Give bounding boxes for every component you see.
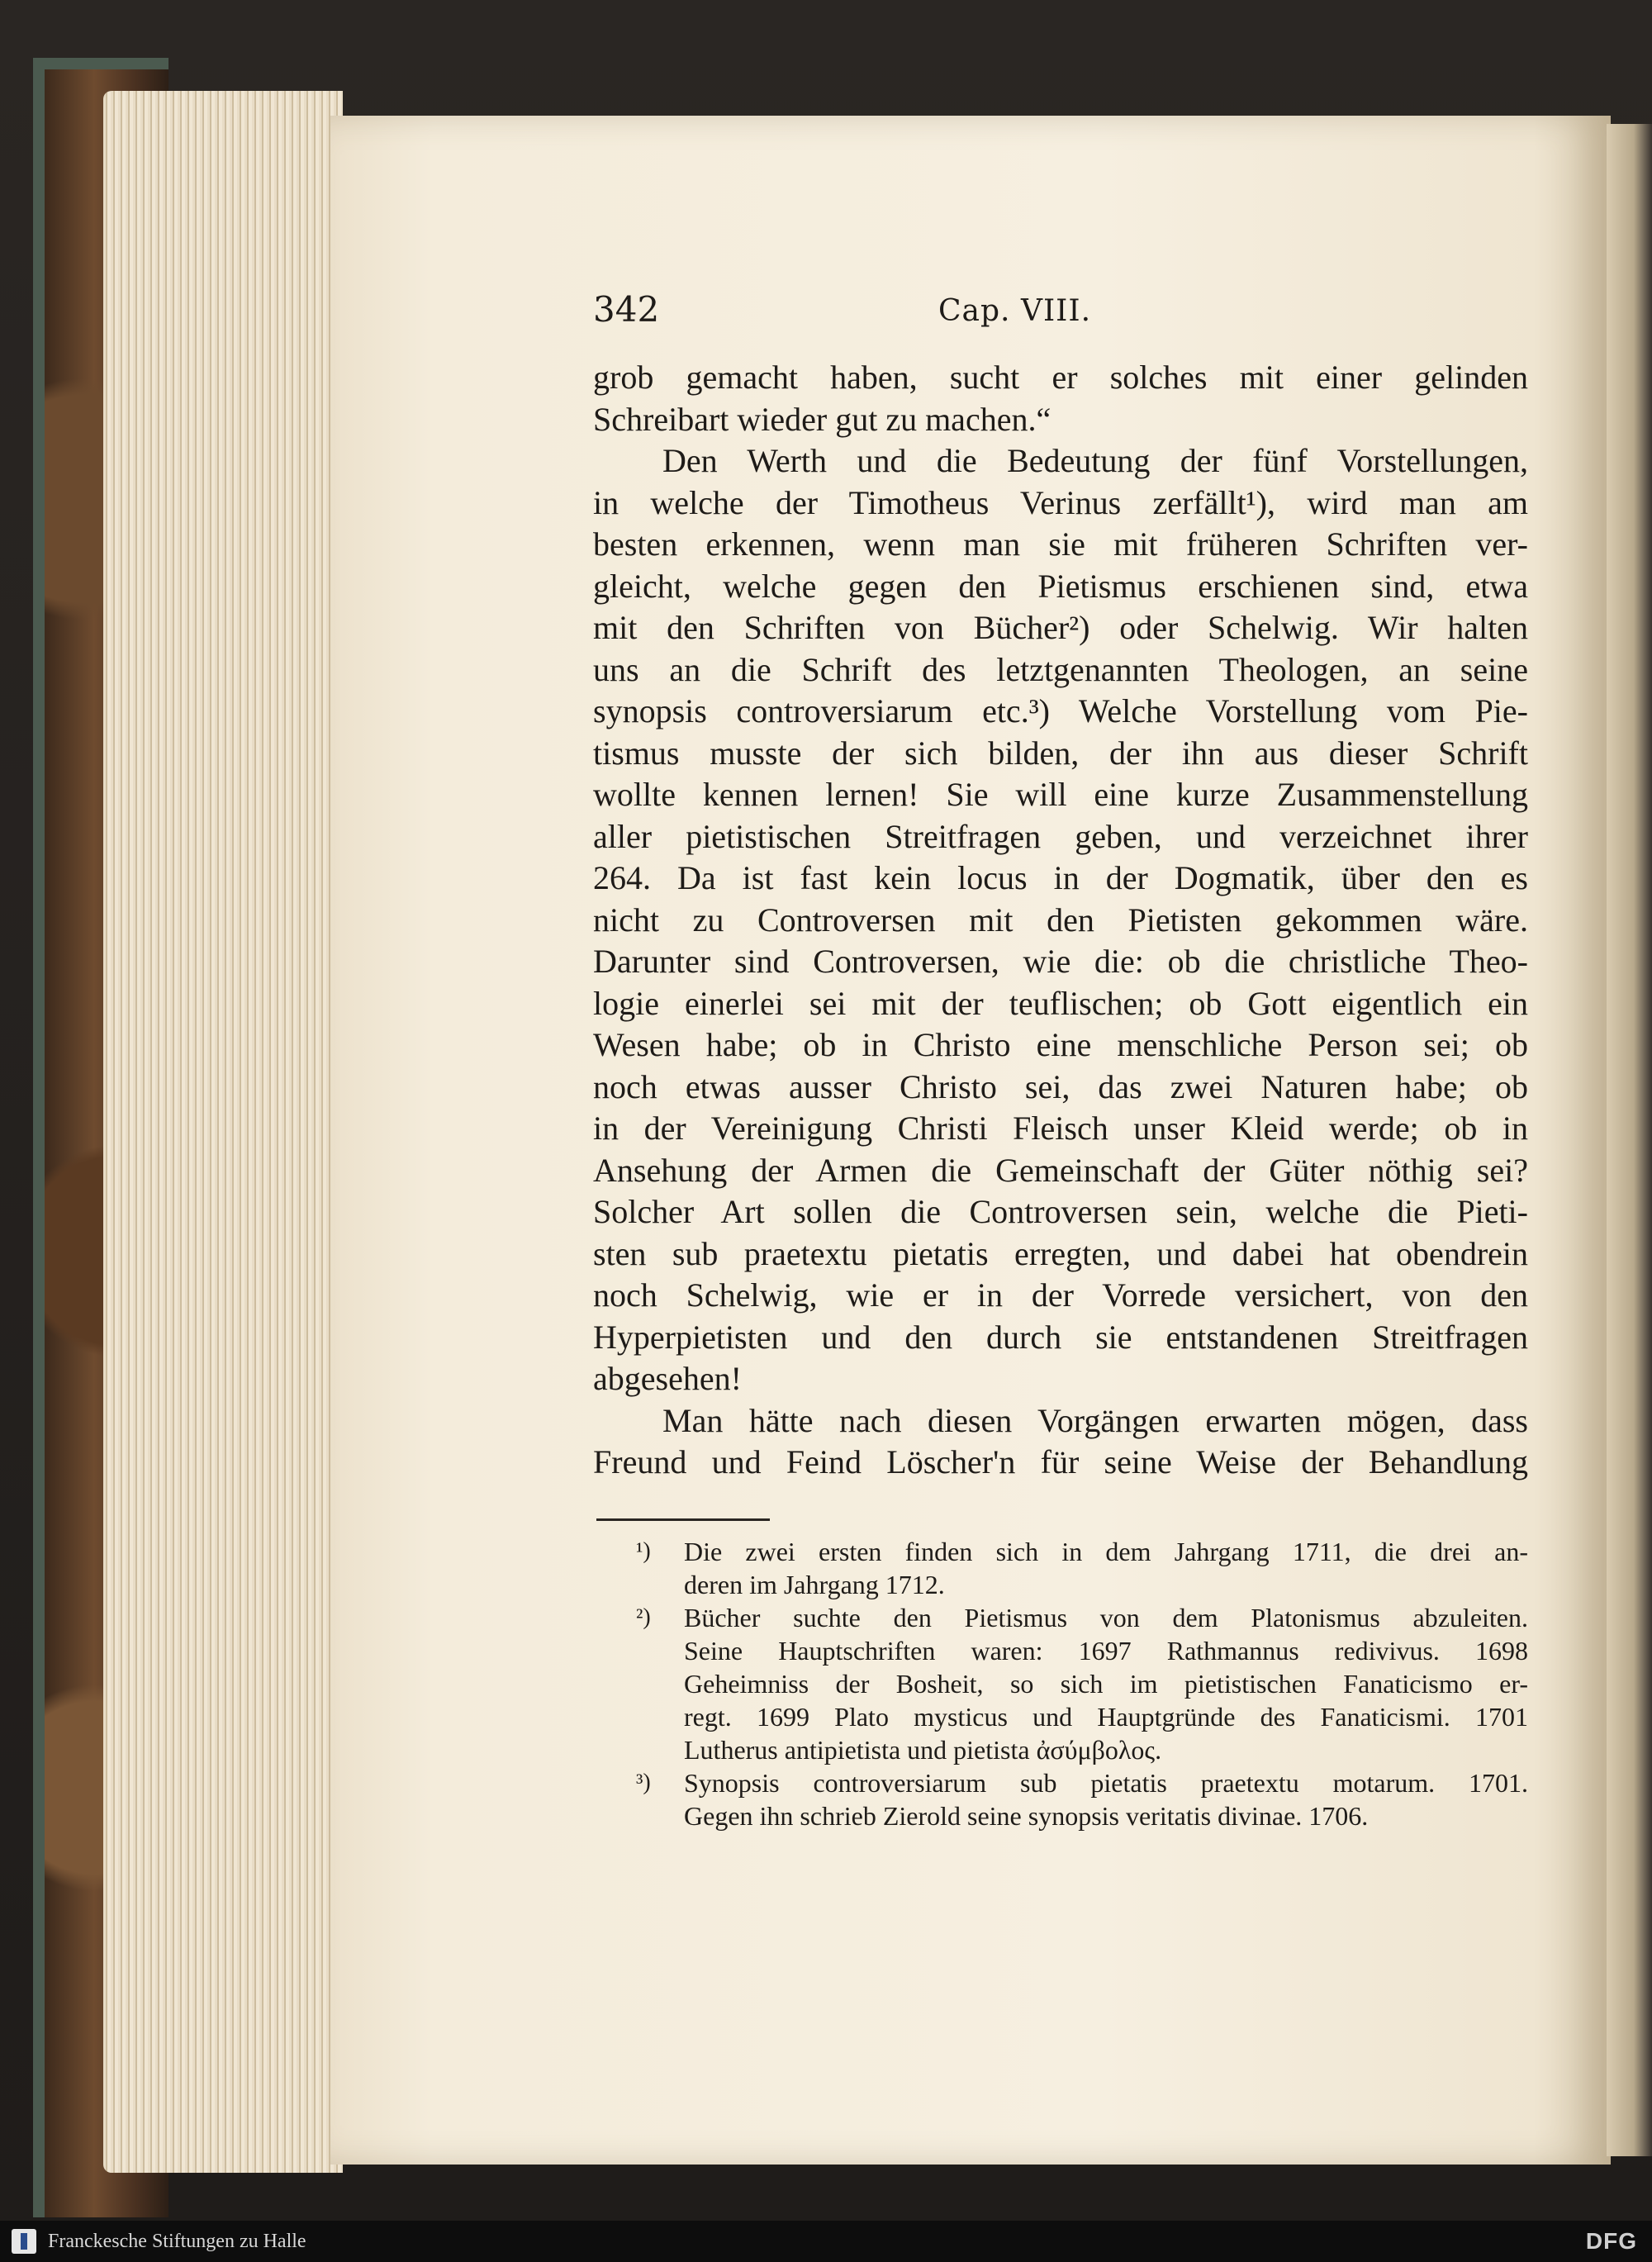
text-line: logie einerlei sei mit der teuflischen; ob Gott eigentlich ein (593, 984, 1528, 1022)
text-line: Den Werth und die Bedeutung der fünf Vorstellungen, (662, 442, 1528, 479)
text-line: Solcher Art sollen die Controversen sein, welche die Pieti- (593, 1193, 1528, 1230)
text-line: in welche der Timotheus Verinus zerfällt¹), wird man am (593, 483, 1528, 521)
text-line: uns an die Schrift des letztgenannten Theologen, an seine (593, 650, 1528, 688)
text-line: gleicht, welche gegen den Pietismus erschienen sind, etwa (593, 567, 1528, 605)
footnote-line (628, 1766, 1528, 1799)
footnote-line (628, 1700, 1528, 1733)
text-line: wollte kennen lernen! Sie will eine kurze Zusammenstellung (593, 776, 1528, 813)
running-head: Cap. VIII. (938, 294, 1092, 328)
text-line: noch Schelwig, wie er in der Vorrede versichert, von den (593, 1276, 1528, 1314)
institution-logo-icon (12, 2229, 36, 2254)
text-line: Man hätte nach diesen Vorgängen erwarten mögen, dass (662, 1401, 1528, 1439)
footnote-text: deren im Jahrgang 1712. (684, 1570, 945, 1599)
footnote-marker: ¹) (636, 1538, 651, 1564)
text-line: synopsis controversiarum etc.³) Welche Vorstellung vom Pie- (593, 692, 1528, 729)
footnote-text: Synopsis controversiarum sub pietatis praetextu motarum. 1701. (684, 1768, 1528, 1798)
text-line: Schreibart wieder gut zu machen.“ (593, 400, 1051, 438)
text-line: 264. Da ist fast kein locus in der Dogmatik, über den es (593, 859, 1528, 896)
text-line: aller pietistischen Streitfragen geben, und verzeichnet ihrer (593, 817, 1528, 855)
text-line: tismus musste der sich bilden, der ihn aus dieser Schrift (593, 734, 1528, 772)
footnote-text: Seine Hauptschriften waren: 1697 Rathmannus redivivus. 1698 (684, 1636, 1528, 1666)
text-line: Freund und Feind Löscher'n für seine Weise der Behandlung (593, 1443, 1528, 1480)
text-line: besten erkennen, wenn man sie mit früheren Schriften ver- (593, 525, 1528, 563)
footnote-text: Bücher suchte den Pietismus von dem Platonismus abzuleiten. (684, 1603, 1528, 1632)
page-number: 342 (593, 289, 660, 330)
text-line: nicht zu Controversen mit den Pietisten gekommen wäre. (593, 901, 1528, 939)
footer-bar (0, 2221, 1652, 2262)
text-line: Ansehung der Armen die Gemeinschaft der Güter nöthig sei? (593, 1151, 1528, 1189)
footnote-rule (596, 1518, 770, 1521)
footnote-text: Gegen ihn schrieb Zierold seine synopsis veritatis divinae. 1706. (684, 1801, 1369, 1831)
footnote-line (628, 1799, 1528, 1832)
footnote-marker: ²) (636, 1604, 651, 1630)
footnote-line (628, 1634, 1528, 1667)
footnote-line (628, 1601, 1528, 1634)
text-line: abgesehen! (593, 1360, 742, 1397)
dfg-logo: DFG (1585, 2228, 1637, 2254)
text-line: Hyperpietisten und den durch sie entstandenen Streitfragen (593, 1318, 1528, 1356)
footnote-text: Die zwei ersten finden sich in dem Jahrgang 1711, die drei an- (684, 1537, 1528, 1566)
footnote-marker: ³) (636, 1770, 651, 1795)
text-line: Darunter sind Controversen, wie die: ob die christliche Theo- (593, 943, 1528, 980)
text-line: sten sub praetextu pietatis erregten, und dabei hat obendrein (593, 1234, 1528, 1272)
footnote-text: Geheimniss der Bosheit, so sich im pietistischen Fanaticismo er- (684, 1669, 1528, 1699)
text-line: in der Vereinigung Christi Fleisch unser Kleid werde; ob in (593, 1110, 1528, 1147)
text-line: grob gemacht haben, sucht er solches mit einer gelinden (593, 359, 1528, 396)
footnote-line (628, 1733, 1528, 1766)
page-header (593, 289, 1528, 339)
body-text (593, 357, 1528, 1484)
text-line: noch etwas ausser Christo sei, das zwei Naturen habe; ob (593, 1067, 1528, 1105)
footnote-text: Lutherus antipietista und pietista ἀσύμβολος. (684, 1735, 1162, 1765)
facing-page-edge (1607, 124, 1652, 2156)
page-edges (103, 91, 343, 2173)
footnote-text: regt. 1699 Plato mysticus und Hauptgründe des Fanaticismi. 1701 (684, 1702, 1528, 1732)
footnote-line (628, 1568, 1528, 1601)
text-line: mit den Schriften von Bücher²) oder Schelwig. Wir halten (593, 609, 1528, 646)
footnote-line (628, 1535, 1528, 1568)
footnote-line (628, 1667, 1528, 1700)
footnotes (628, 1535, 1528, 1832)
text-line: Wesen habe; ob in Christo eine menschliche Person sei; ob (593, 1026, 1528, 1063)
institution-name: Franckesche Stiftungen zu Halle (48, 2231, 306, 2252)
